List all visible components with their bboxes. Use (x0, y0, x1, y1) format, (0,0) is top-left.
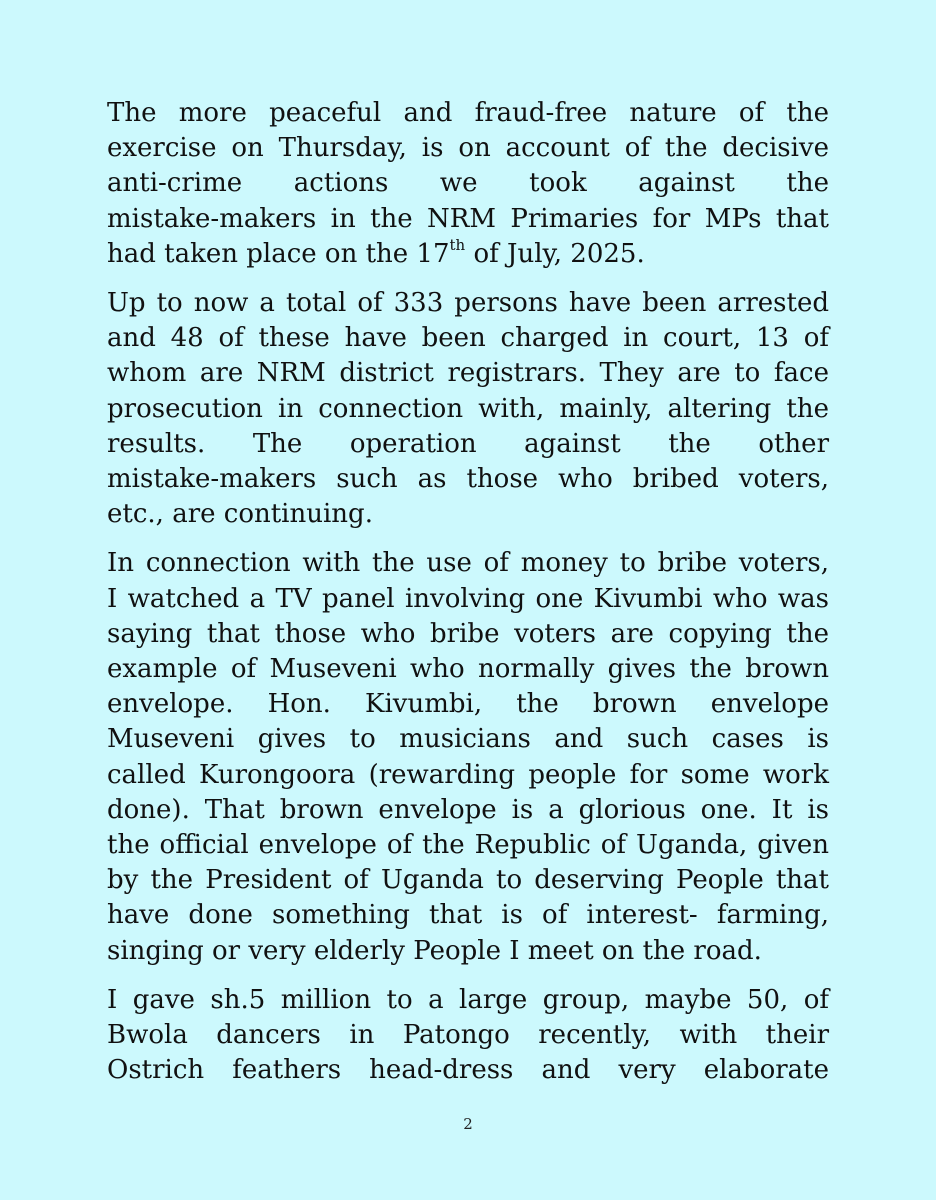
text-segment: of July, 2025. (465, 238, 645, 269)
text-line: exercise on Thursday, is on account of the decisive (107, 133, 829, 164)
text-line: results. The operation against the other (107, 428, 829, 459)
text-line: by the President of Uganda to deserving People that (107, 865, 829, 896)
text-line: have done something that is of interest- farming, (107, 900, 829, 931)
text-line: etc., are continuing. (107, 499, 373, 530)
text-line: saying that those who bribe voters are copying the (107, 618, 829, 649)
document-body (107, 96, 829, 1102)
text-line: In connection with the use of money to bribe voters, (107, 548, 829, 579)
text-line: example of Museveni who normally gives the brown (107, 654, 829, 685)
text-line: the official envelope of the Republic of Uganda, given (107, 830, 829, 861)
page-number: 2 (463, 1115, 473, 1133)
paragraph-4 (107, 983, 829, 1089)
text-line: The more peaceful and fraud-free nature of the (107, 98, 829, 128)
text-line: Bwola dancers in Patongo recently, with their (107, 1020, 829, 1051)
text-line: I watched a TV panel involving one Kivumbi who was (107, 583, 829, 614)
text-line: mistake-makers such as those who bribed voters, (107, 464, 829, 495)
text-line: mistake-makers in the NRM Primaries for MPs that (107, 203, 829, 234)
text-line: Museveni gives to musicians and such cases is (107, 724, 829, 755)
text-line: Ostrich feathers head-dress and very elaborate (107, 1055, 829, 1086)
ordinal-suffix: th (449, 235, 466, 254)
text-segment: had taken place on the 17 (107, 238, 450, 269)
text-line: Up to now a total of 333 persons have been arrested (107, 288, 829, 319)
text-line: whom are NRM district registrars. They are to face (107, 358, 829, 389)
paragraph-1 (107, 96, 829, 272)
text-line: done). That brown envelope is a glorious one. It is (107, 794, 829, 825)
text-line: I gave sh.5 million to a large group, maybe 50, of (107, 984, 829, 1015)
text-line: called Kurongoora (rewarding people for some work (107, 759, 829, 790)
text-line: prosecution in connection with, mainly, altering the (107, 393, 829, 424)
text-line: singing or very elderly People I meet on the road. (107, 935, 762, 966)
paragraph-2 (107, 286, 829, 532)
text-line (107, 237, 829, 272)
text-line: envelope. Hon. Kivumbi, the brown envelope (107, 689, 829, 720)
text-line: anti-crime actions we took against the (107, 168, 829, 199)
paragraph-3 (107, 546, 829, 968)
text-line: and 48 of these have been charged in court, 13 of (107, 323, 829, 354)
